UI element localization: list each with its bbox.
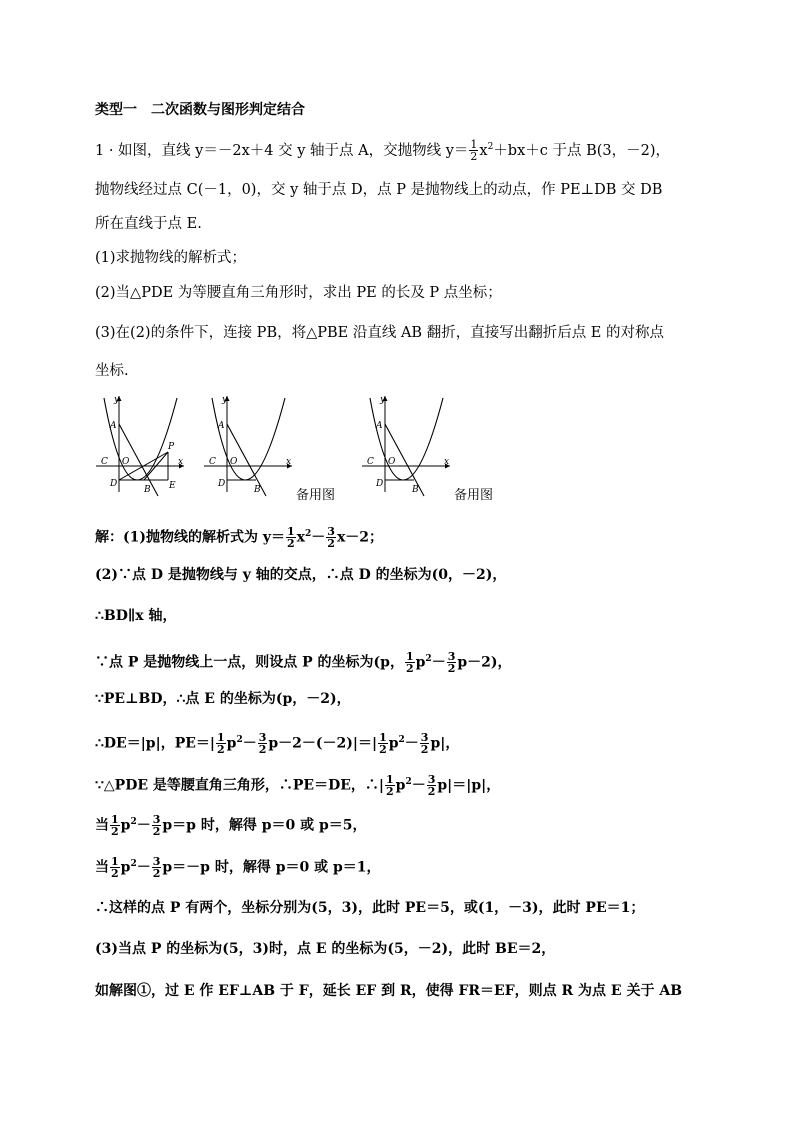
label-P: P [168, 442, 175, 452]
exponent: 2 [305, 529, 312, 539]
solution-line-3: ∴BD∥x 轴， [95, 608, 177, 624]
s1-text: 解：(1)抛物线的解析式为 y＝ [95, 529, 285, 546]
s6-minus: － [242, 735, 257, 752]
label-A: A [218, 421, 225, 431]
label-A: A [376, 421, 383, 431]
fraction-numerator: 1 [386, 773, 394, 787]
label-D: D [376, 479, 384, 489]
s6-text: ∴DE＝|p|，PE＝| [95, 735, 215, 752]
figure-spare-2 [358, 392, 458, 497]
fraction-numerator: 3 [152, 813, 161, 827]
fraction-denominator: 2 [447, 662, 456, 676]
s6-end: p|， [430, 735, 460, 752]
fraction-three-halves [152, 814, 162, 837]
question-part-1: (1)求抛物线的解析式； [95, 250, 247, 266]
fraction-numerator: 3 [420, 731, 429, 745]
fraction-denominator: 2 [111, 825, 119, 839]
label-D: D [218, 479, 226, 489]
s9-end: p＝－p 时，解得 p＝0 或 p＝1， [162, 859, 381, 876]
fraction-three-halves [152, 856, 162, 879]
fraction-numerator: 1 [111, 813, 119, 827]
exponent: 2 [130, 817, 137, 827]
figure-main-graphic [92, 392, 192, 497]
label-O: O [388, 457, 396, 467]
label-x: x [444, 457, 450, 467]
s4-minus: － [431, 654, 446, 671]
label-D: D [110, 479, 118, 489]
fraction-half [110, 814, 120, 837]
solution-line-7 [95, 772, 500, 797]
fraction-half [286, 526, 296, 549]
fraction-numerator: 3 [447, 650, 456, 664]
spare-caption-2: 备用图 [454, 488, 494, 503]
label-x: x [286, 457, 292, 467]
q1-text-c: ＋bx＋c 于点 B(3，－2)， [493, 142, 671, 159]
label-y: y [114, 395, 120, 405]
fraction-numerator: 3 [152, 855, 161, 869]
fraction-half [378, 732, 388, 755]
solution-line-12: 如解图①，过 E 作 EF⊥AB 于 F，延长 EF 到 R，使得 FR＝EF，则点 R 为点 E 关于 AB [95, 983, 683, 999]
s4-p: p [415, 654, 426, 671]
fraction-half [110, 856, 120, 879]
s4-end: p－2)， [457, 654, 512, 671]
label-C: C [101, 457, 108, 467]
solution-line-2: (2)∵点 D 是抛物线与 y 轴的交点，∴点 D 的坐标为(0，－2)， [95, 567, 507, 583]
s9-p: p [120, 859, 131, 876]
s6-minus2: － [404, 735, 419, 752]
fraction-denominator: 2 [405, 662, 414, 676]
section-heading: 类型一 二次函数与图形判定结合 [95, 102, 305, 118]
question-part-3-line-1: (3)在(2)的条件下，连接 PB，将△PBE 沿直线 AB 翻折，直接写出翻折后点 E 的对称点 [95, 325, 665, 341]
figure-spare-1 [200, 392, 300, 497]
fraction-three-halves [420, 732, 430, 755]
parabola [212, 398, 285, 480]
fraction-denominator: 2 [470, 150, 478, 164]
q1-text-b: x [479, 142, 488, 159]
figure-spare-2-graphic [358, 392, 458, 497]
s4-text: ∵点 P 是抛物线上一点，则设点 P 的坐标为(p， [95, 654, 404, 671]
solution-line-10: ∴这样的点 P 有两个，坐标分别为(5，3)，此时 PE＝5，或(1，－3)，此时 PE＝1； [95, 900, 645, 916]
s6-p: p [226, 735, 237, 752]
q1-text-a: 1 · 如图，直线 y＝－2x＋4 交 y 轴于点 A，交抛物线 y＝ [95, 142, 469, 159]
label-O: O [122, 457, 130, 467]
s1-minus: － [311, 529, 326, 546]
fraction-half [385, 774, 395, 797]
s8-p: p [120, 817, 131, 834]
exponent: 2 [236, 735, 243, 745]
exponent: 2 [130, 859, 137, 869]
figure-spare-1-graphic [200, 392, 300, 497]
exponent: 2 [487, 142, 494, 152]
fraction-numerator: 1 [405, 650, 414, 664]
s7-p: p [395, 777, 406, 794]
solution-line-8 [95, 812, 367, 837]
label-x: x [178, 457, 184, 467]
fraction-three-halves [427, 774, 437, 797]
solution-line-1 [95, 524, 383, 549]
fraction-denominator: 2 [152, 867, 161, 881]
s1-x: x [296, 529, 306, 546]
spare-caption-1: 备用图 [296, 488, 336, 503]
s6-mid: p－2－(－2)|＝| [268, 735, 378, 752]
fraction-numerator: 3 [258, 731, 267, 745]
solution-line-11: (3)当点 P 的坐标为(5，3)时，点 E 的坐标为(5，－2)，此时 BE＝2， [95, 941, 556, 957]
question-part-3-line-2: 坐标. [95, 363, 129, 379]
fraction-denominator: 2 [420, 743, 429, 757]
label-y: y [380, 395, 386, 405]
solution-line-9 [95, 854, 381, 879]
label-y: y [222, 395, 228, 405]
s8-text: 当 [95, 817, 109, 834]
fraction-numerator: 3 [327, 525, 335, 539]
fraction-three-halves [447, 651, 457, 674]
s8-end: p＝p 时，解得 p＝0 或 p＝5， [162, 817, 367, 834]
question-line-2: 抛物线经过点 C(－1，0)，交 y 轴于点 D，点 P 是抛物线上的动点，作 PE⊥DB 交 DB [95, 182, 663, 198]
fraction-denominator: 2 [216, 743, 225, 757]
question-part-2: (2)当△PDE 为等腰直角三角形时，求出 PE 的长及 P 点坐标； [95, 285, 502, 301]
fraction-denominator: 2 [427, 785, 436, 799]
label-E: E [169, 481, 176, 491]
solution-line-5: ∵PE⊥BD，∴点 E 的坐标为(p，－2)， [95, 691, 351, 707]
label-O: O [230, 457, 238, 467]
fraction-three-halves [258, 732, 268, 755]
solution-line-6 [95, 730, 459, 755]
fraction-denominator: 2 [327, 537, 335, 551]
label-C: C [367, 457, 374, 467]
fraction-numerator: 1 [216, 731, 225, 745]
label-B: B [412, 485, 419, 495]
fraction-half [216, 732, 226, 755]
fraction-denominator: 2 [287, 537, 295, 551]
fraction-denominator: 2 [386, 785, 394, 799]
fraction-denominator: 2 [379, 743, 387, 757]
question-line-3: 所在直线于点 E. [95, 216, 202, 232]
label-B: B [144, 485, 151, 495]
fraction-three-halves [326, 526, 336, 549]
question-line-1 [95, 137, 670, 162]
fraction-half [469, 139, 478, 162]
exponent: 2 [398, 735, 405, 745]
s1-end: x－2； [336, 529, 384, 546]
fraction-numerator: 3 [427, 773, 436, 787]
label-A: A [110, 421, 117, 431]
fraction-numerator: 1 [287, 525, 295, 539]
fraction-half [405, 651, 415, 674]
s9-minus: － [136, 859, 151, 876]
s8-minus: － [136, 817, 151, 834]
s6-p2: p [388, 735, 399, 752]
fraction-numerator: 1 [111, 855, 119, 869]
fraction-denominator: 2 [111, 867, 119, 881]
fraction-numerator: 1 [470, 138, 478, 152]
fraction-denominator: 2 [258, 743, 267, 757]
s9-text: 当 [95, 859, 109, 876]
fraction-numerator: 1 [379, 731, 387, 745]
figure-main [92, 392, 192, 497]
s7-end: p|＝|p|， [437, 777, 501, 794]
solution-line-4 [95, 649, 512, 674]
fraction-denominator: 2 [152, 825, 161, 839]
exponent: 2 [425, 654, 432, 664]
parabola [370, 398, 443, 480]
label-C: C [209, 457, 216, 467]
exponent: 2 [405, 777, 412, 787]
s7-text: ∵△PDE 是等腰直角三角形，∴PE＝DE，∴| [95, 777, 384, 794]
label-B: B [254, 485, 261, 495]
s7-minus: － [411, 777, 426, 794]
